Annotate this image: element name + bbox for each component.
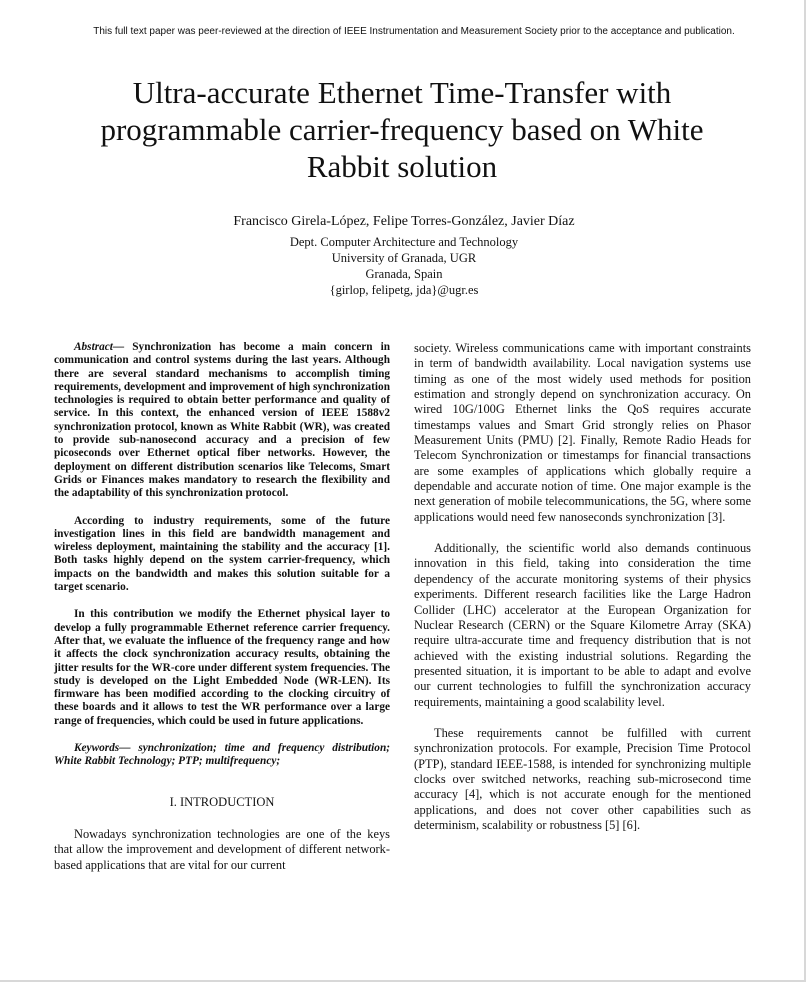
abstract-label: Abstract— <box>74 341 125 353</box>
peer-review-notice: This full text paper was peer-reviewed at the direction of IEEE Instrumentation and Measurement Society prior to the acceptance and publication. <box>93 26 735 37</box>
abstract-paragraph-2: According to industry requirements, some of the future investigation lines in this field are bandwidth management and wireless deployment, maintaining the stability and the accuracy [1]. Both tasks highly depend on the system carrier-frequency, which impacts on the bandwidth and makes this solution suitable for a target scenario. <box>54 514 390 594</box>
intro-paragraph-1: Nowadays synchronization technologies are one of the keys that allow the improvement and development of different network-based applications that are vital for our current <box>54 826 390 872</box>
left-column <box>54 341 390 873</box>
right-column <box>414 341 751 833</box>
paper-title: Ultra-accurate Ethernet Time-Transfer with programmable carrier-frequency based on White Rabbit solution <box>100 75 704 184</box>
author-list: Francisco Girela-López, Felipe Torres-González, Javier Díaz <box>233 214 575 229</box>
abstract-text: Synchronization has become a main concern in communication and control systems during the last years. Although there are several standard mechanisms to accomplish timing requirements, development and improvement of high synchronization technologies is required to obtain better performance and quality of service. In this context, the enhanced version of IEEE 1588v2 synchronization protocol, known as White Rabbit (WR), was created to provide sub-nanosecond accuracy and a precision of few picoseconds over Ethernet optical fiber networks. However, the deployment on different distribution scenarios like Telecoms, Smart Grids or Finances makes mandatory to research the flexibility and the adaptability of this synchronization protocol. <box>54 341 390 500</box>
keywords-text: synchronization; time and frequency distribution; White Rabbit Technology; PTP; multifrequency; <box>54 742 390 768</box>
abstract <box>54 341 390 728</box>
affiliation-location: Granada, Spain <box>365 267 443 281</box>
keywords <box>54 742 390 769</box>
affiliation-department: Dept. Computer Architecture and Technology <box>289 235 519 249</box>
keywords-label: Keywords— <box>74 742 131 755</box>
abstract-paragraph-1 <box>54 341 390 501</box>
section-heading-introduction: I. INTRODUCTION <box>169 794 275 809</box>
affiliation-university: University of Granada, UGR <box>331 251 477 265</box>
right-paragraph-2: Additionally, the scientific world also demands continuous innovation in this field, taking into consideration the time dependency of the accurate monitoring systems of their physics experiments. Different research facilities like the Large Hadron Collider (LHC) accelerator at the European Organization for Nuclear Research (CERN) or the Square Kilometre Array (SKA) require ultra-accurate time and frequency distribution that is not achieved with the existing industrial solutions. Regarding the presented situation, it is important to be able to adapt and evolve our current technologies to fulfill the synchronization accuracy requirements, maintaining a good scalability level. <box>414 541 751 709</box>
right-paragraph-3: These requirements cannot be fulfilled with current synchronization protocols. For example, Precision Time Protocol (PTP), standard IEEE-1588, is intended for synchronizing multiple clocks over switched networks, reaching sub-microsecond time accuracy [4], which is not accurate enough for the mentioned applications, and does not cover other capabilities such as determinism, scalability or robustness [5] [6]. <box>414 725 751 832</box>
abstract-paragraph-3: In this contribution we modify the Ethernet physical layer to develop a fully programmable Ethernet reference carrier frequency. After that, we evaluate the influence of the frequency range and how it affects the clock synchronization accuracy results, obtaining the jitter results for the WR-core under different system frequencies. The study is developed on the Light Embedded Node (WR-LEN). Its firmware has been modified according to the clocking circuitry of these boards and it allows to test the WR performance over a large range of frequencies, which could be used in future applications. <box>54 608 390 727</box>
affiliation-email: {girlop, felipetg, jda}@ugr.es <box>329 283 479 297</box>
affiliation-block <box>0 234 808 298</box>
right-paragraph-1: society. Wireless communications came with important constraints in term of bandwidth availability. Local navigation systems use timing as one of the most widely used methods for position estimation and strongly depend on synchronization accuracy. On wired 10G/100G Ethernet links the QoS requires accurate timestamps values and Smart Grid strongly relies on Phasor Measurement Units (PMU) [2]. Finally, Remote Radio Heads for Telecom Synchronization or timestamps for financial transactions are some examples of applications which globally require a dependable and accurate notion of time. One major example is the next generation of mobile telecommunications, the 5G, where some applications would need few nanoseconds synchronization [3]. <box>414 341 751 524</box>
